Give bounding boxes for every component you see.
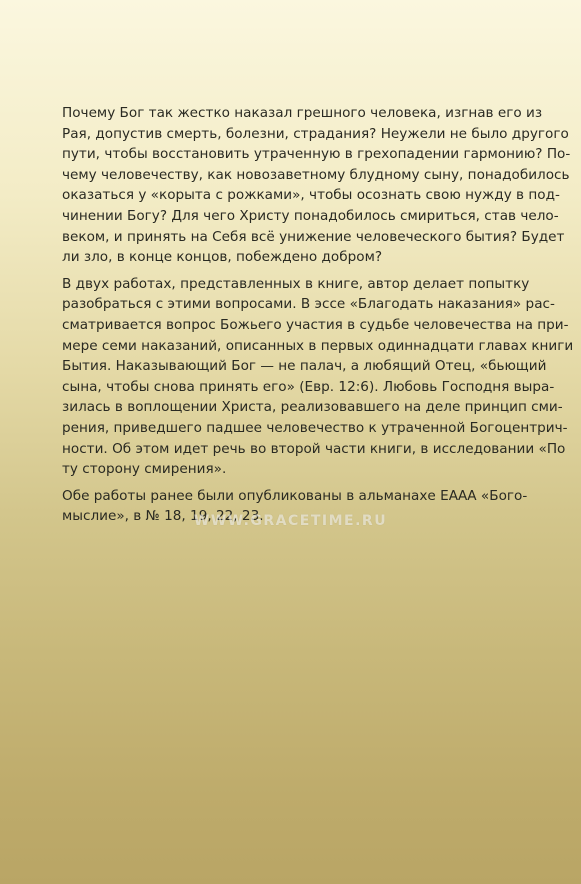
text-line: чему человечеству, как новозаветному блудному сыну, понадобилось [62, 166, 570, 183]
paragraph-2 [62, 274, 574, 480]
text-line: разобраться с этими вопросами. В эссе «Благодать наказания» рас- [62, 296, 555, 313]
text-line: В двух работах, представленных в книге, автор делает попытку [62, 275, 530, 292]
text-line: мере семи наказаний, описанных в первых одиннадцати главах книги [62, 337, 574, 354]
text-line: Бытия. Наказывающий Бог — не палач, а любящий Отец, «бьющий [62, 358, 547, 375]
text-line: мыслие», в № 18, 19, 22, 23. [62, 508, 264, 525]
text-line: ности. Об этом идет речь во второй части книги, в исследовании «По [62, 440, 566, 457]
text-line: Рая, допустив смерть, болезни, страдания? Неужели не было другого [62, 125, 569, 142]
text-line: рения, приведшего падшее человечество к утраченной Богоцентрич- [62, 419, 568, 436]
text-line: веком, и принять на Себя всё унижение человеческого бытия? Будет [62, 228, 565, 245]
paragraph-1 [62, 103, 571, 268]
text-line: ли зло, в конце концов, побеждено добром? [62, 249, 383, 266]
text-line: пути, чтобы восстановить утраченную в грехопадении гармонию? По- [62, 146, 571, 163]
text-line: Обе работы ранее были опубликованы в альманахе ЕААА «Бого- [62, 487, 528, 504]
text-line: оказаться у «корыта с рожками», чтобы осознать свою нужду в под- [62, 187, 560, 204]
text-line: сматривается вопрос Божьего участия в судьбе человечества на при- [62, 316, 569, 333]
text-line: сына, чтобы снова принять его» (Евр. 12:6). Любовь Господня выра- [62, 378, 555, 395]
text-line: Почему Бог так жестко наказал грешного человека, изгнав его из [62, 105, 543, 121]
text-line: ту сторону смирения». [62, 461, 227, 478]
annotation-text [62, 103, 574, 533]
text-line: зилась в воплощении Христа, реализовавшего на деле принцип сми- [62, 399, 563, 416]
watermark: WWW.GRACETIME.RU [193, 513, 388, 529]
text-line: чинении Богу? Для чего Христу понадобилось смириться, став чело- [62, 207, 559, 224]
